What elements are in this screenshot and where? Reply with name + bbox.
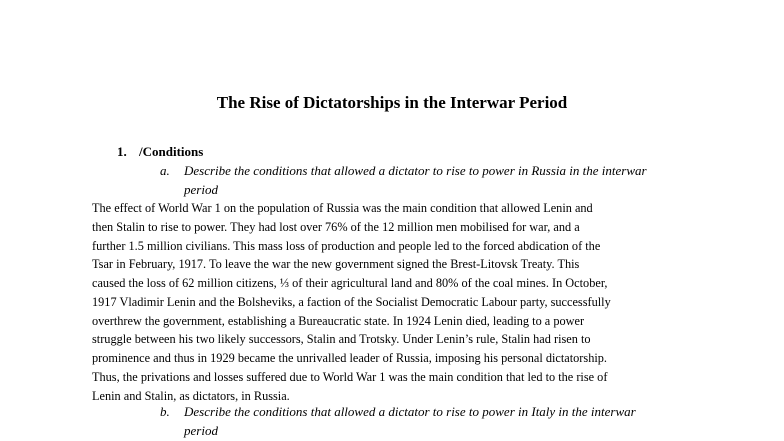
question-a-line2: period <box>184 182 218 197</box>
document-title: The Rise of Dictatorships in the Interwar Period <box>216 93 568 112</box>
question-b-line1: Describe the conditions that allowed a dictator to rise to power in Italy in the interwar <box>184 404 636 419</box>
question-a-letter: a. <box>160 163 170 178</box>
question-a <box>160 161 647 199</box>
paragraph-line: further 1.5 million civilians. This mass loss of production and people led to the forced abdication of the <box>92 238 601 253</box>
paragraph-line: The effect of World War 1 on the population of Russia was the main condition that allowed Lenin and <box>92 201 593 215</box>
paragraph-line: Tsar in February, 1917. To leave the war the new government signed the Brest-Litovsk Treaty. This <box>92 257 580 272</box>
paragraph-line: struggle between his two likely successors, Stalin and Trotsky. Under Lenin’s rule, Stalin had risen to <box>92 332 591 347</box>
answer-paragraph <box>92 199 692 405</box>
paragraph-line: 1917 Vladimir Lenin and the Bolsheviks, a faction of the Socialist Democratic Labour party, successfully <box>92 294 611 309</box>
question-b-line2: period <box>184 423 218 438</box>
question-a-line1: Describe the conditions that allowed a dictator to rise to power in Russia in the interwar <box>184 163 647 178</box>
paragraph-line: Lenin and Stalin, as dictators, in Russia. <box>92 388 290 403</box>
question-b <box>160 402 636 440</box>
question-b-letter: b. <box>160 404 170 419</box>
paragraph-line: Thus, the privations and losses suffered due to World War 1 was the main condition that led to the rise of <box>92 369 608 384</box>
paragraph-line: then Stalin to rise to power. They had lost over 76% of the 12 million men mobilised for war, and a <box>92 219 580 234</box>
paragraph-line: caused the loss of 62 million citizens, ⅓ of their agricultural land and 80% of the coal mines. In October, <box>92 276 608 290</box>
section-heading <box>117 143 203 160</box>
section-label: /Conditions <box>139 144 204 159</box>
paragraph-line: prominence and thus in 1929 became the unrivalled leader of Russia, imposing his personal dictatorship. <box>92 351 607 365</box>
section-number: 1. <box>117 144 127 159</box>
paragraph-line: overthrew the government, establishing a Bureaucratic state. In 1924 Lenin died, leading to a power <box>92 313 585 328</box>
